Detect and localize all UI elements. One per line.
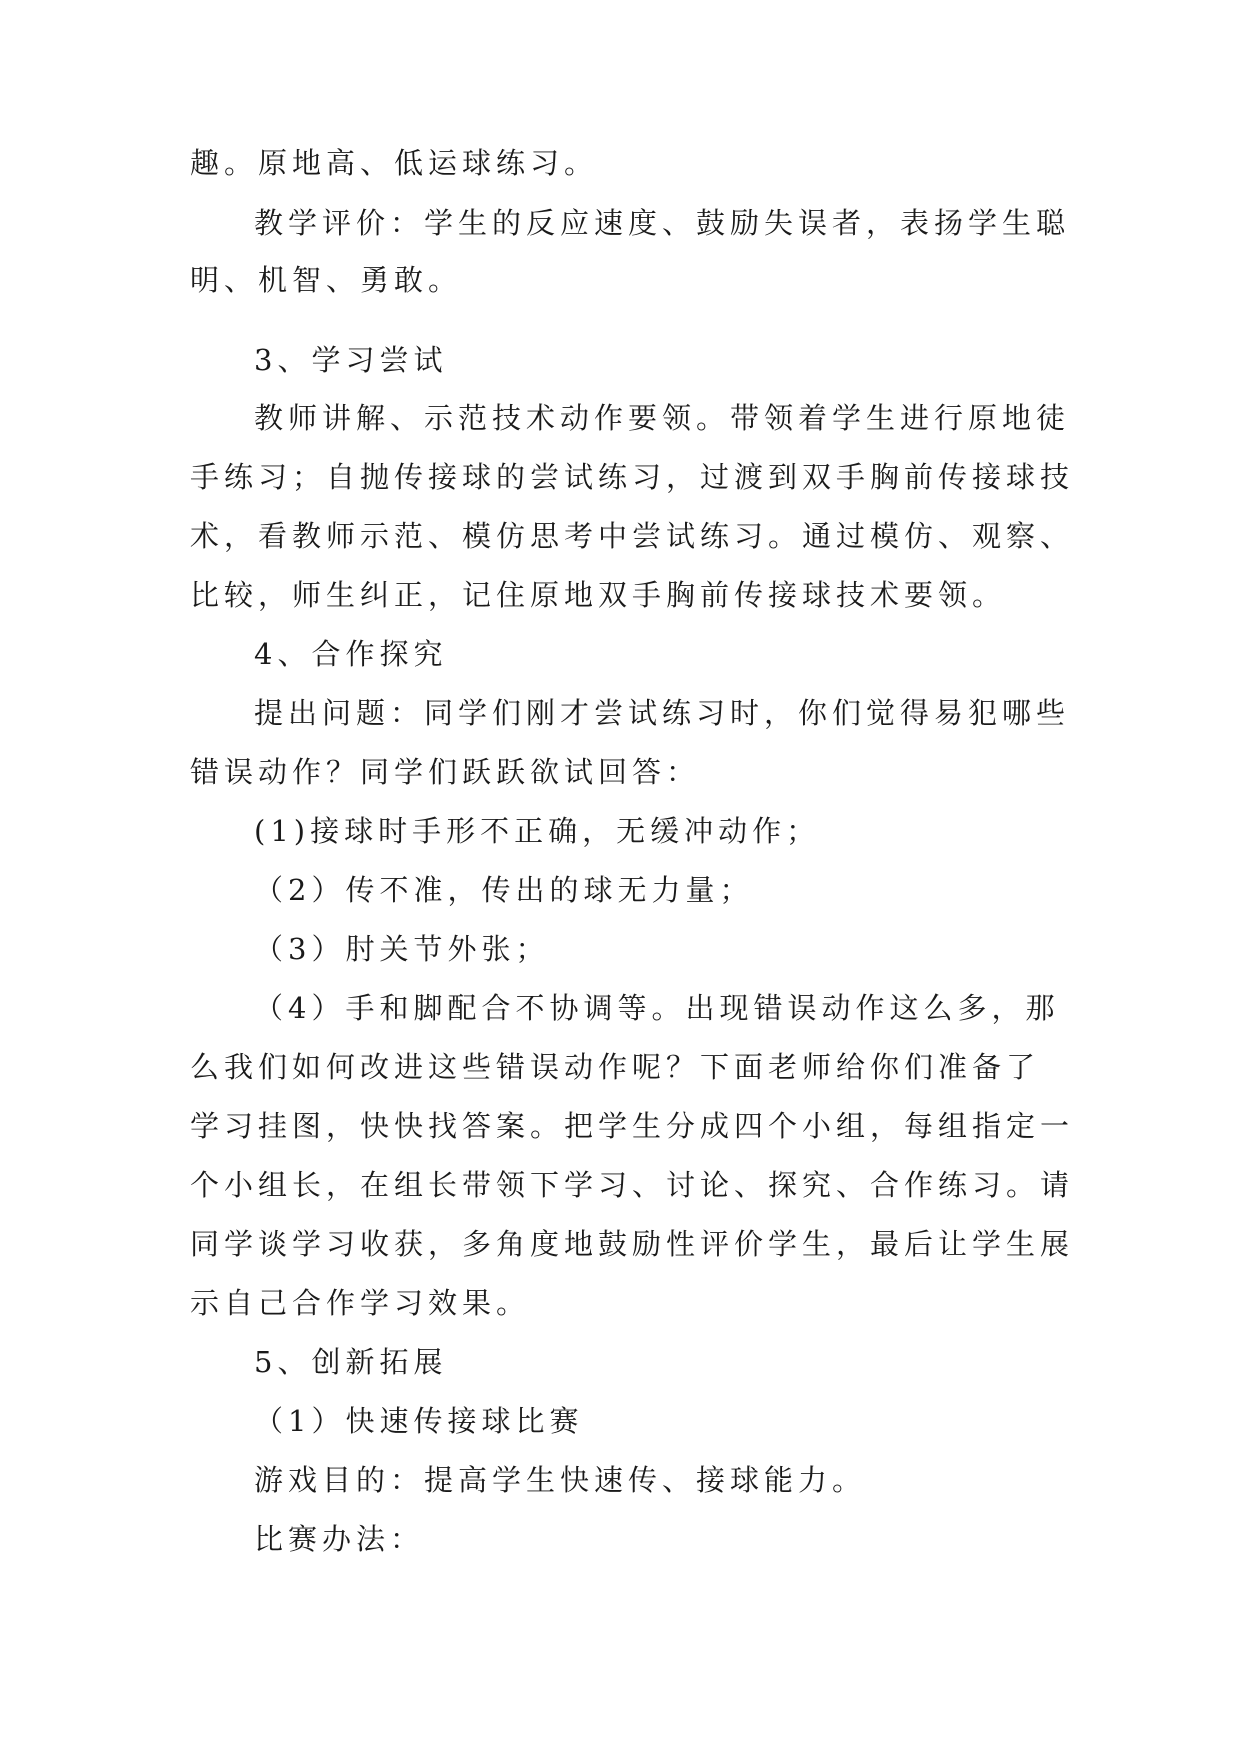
text-line: 比赛办法： — [254, 1522, 425, 1556]
text-line: 手练习；自抛传接球的尝试练习，过渡到双手胸前传接球技 — [190, 460, 1075, 494]
list-item: （4）手和脚配合不协调等。出现错误动作这么多，那 — [254, 991, 1060, 1025]
text-line: 示自己合作学习效果。 — [190, 1286, 531, 1320]
text-line: 同学谈学习收获，多角度地鼓励性评价学生，最后让学生展 — [190, 1227, 1075, 1261]
section-heading: 4、合作探究 — [254, 637, 448, 671]
text-line: 错误动作？同学们跃跃欲试回答： — [190, 755, 701, 789]
text-line: 游戏目的：提高学生快速传、接球能力。 — [254, 1463, 867, 1497]
text-line: 术，看教师示范、模仿思考中尝试练习。通过模仿、观察、 — [190, 519, 1075, 553]
text-line: 教学评价：学生的反应速度、鼓励失误者，表扬学生聪 — [254, 206, 1071, 240]
text-line: 个小组长，在组长带领下学习、讨论、探究、合作练习。请 — [190, 1168, 1075, 1202]
text-line: 明、机智、勇敢。 — [190, 263, 463, 297]
section-heading: 5、创新拓展 — [254, 1345, 448, 1379]
list-item: （1）快速传接球比赛 — [254, 1404, 584, 1438]
text-line: 么我们如何改进这些错误动作呢？下面老师给你们准备了 — [190, 1050, 1041, 1084]
list-item: （2）传不准，传出的球无力量； — [254, 873, 754, 907]
text-line: 比较，师生纠正，记住原地双手胸前传接球技术要领。 — [190, 578, 1007, 612]
text-line: 教师讲解、示范技术动作要领。带领着学生进行原地徒 — [254, 401, 1071, 435]
text-line: 趣。原地高、低运球练习。 — [190, 146, 599, 180]
section-heading: 3、学习尝试 — [254, 343, 448, 377]
list-item: (1)接球时手形不正确，无缓冲动作； — [254, 814, 821, 848]
text-line: 学习挂图，快快找答案。把学生分成四个小组，每组指定一 — [190, 1109, 1075, 1143]
list-item: （3）肘关节外张； — [254, 932, 550, 966]
text-line: 提出问题：同学们刚才尝试练习时，你们觉得易犯哪些 — [254, 696, 1071, 730]
